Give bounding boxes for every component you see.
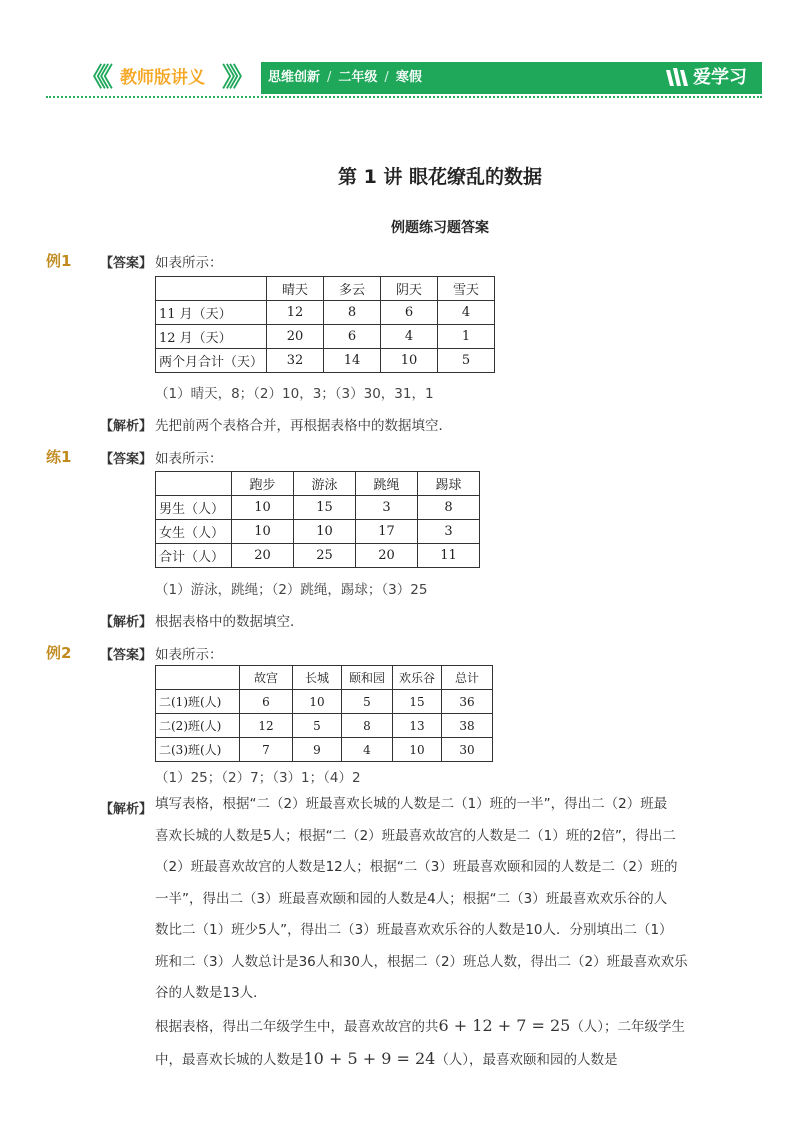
answer-intro: 如表所示： <box>155 647 223 663</box>
answer-tag: 【答案】 <box>100 256 153 271</box>
page-subtitle: 例题练习题答案 <box>391 220 489 236</box>
table-header-cell: 晴天 <box>267 277 324 301</box>
analysis-line: 一半”，得出二（3）班最喜欢颐和园的人数是4人；根据“二（3）班最喜欢欢乐谷的人 <box>155 890 668 907</box>
table-cell: 10 <box>381 349 438 373</box>
table-cell: 20 <box>232 544 294 568</box>
logo-text: 爱学习 <box>693 67 747 88</box>
table-cell: 10 <box>294 520 356 544</box>
analysis-line <box>155 1043 710 1077</box>
table-header-row <box>156 277 495 301</box>
table-cell: 8 <box>324 301 381 325</box>
table-header-cell: 阴天 <box>381 277 438 301</box>
table-cell: 30 <box>442 738 493 762</box>
analysis-text: （人）；二年级学生 <box>570 1018 686 1035</box>
table-row <box>156 544 480 568</box>
practice-1-label: 练1 <box>46 448 72 466</box>
table-cell: 6 <box>324 325 381 349</box>
table-row <box>156 520 480 544</box>
example-2-result: （1）25；（2）7；（3）1；（4）2 <box>155 770 361 786</box>
math-expression: 10 + 5 + 9 = 24 <box>303 1049 436 1068</box>
table-cell: 36 <box>442 690 493 714</box>
table-cell: 12 <box>240 714 293 738</box>
analysis-line: 数比二（1）班少5人”，得出二（3）班最喜欢欢乐谷的人数是10人．分别填出二（1） <box>155 922 673 938</box>
example-2-label: 例2 <box>46 644 72 662</box>
analysis-text: （人），最喜欢颐和园的人数是 <box>435 1052 618 1068</box>
table-cell: 8 <box>418 496 480 520</box>
table-cell: 20 <box>356 544 418 568</box>
table-cell: 4 <box>438 301 495 325</box>
table-cell: 15 <box>393 690 442 714</box>
analysis-line: 谷的人数是13人． <box>155 985 267 1001</box>
table-header-cell: 总计 <box>442 666 493 690</box>
table-row <box>156 738 493 762</box>
answer-intro: 如表所示： <box>155 255 223 271</box>
chevron-right-icon: 》》 <box>222 63 250 93</box>
analysis-text: 根据表格，得出二年级学生中，最喜欢故宫的共 <box>155 1018 439 1035</box>
table-cell: 8 <box>342 714 393 738</box>
example-1-analysis: 先把前两个表格合并，再根据表格中的数据填空． <box>155 418 452 434</box>
table-header-cell: 雪天 <box>438 277 495 301</box>
table-cell: 32 <box>267 349 324 373</box>
table-cell: 4 <box>342 738 393 762</box>
table-header-cell <box>156 277 267 301</box>
table-cell: 13 <box>393 714 442 738</box>
table-header-row <box>156 472 480 496</box>
answer-intro: 如表所示： <box>155 451 223 467</box>
page-title: 第 1 讲 眼花缭乱的数据 <box>337 166 543 188</box>
header-dotted-divider <box>46 96 762 98</box>
table-header-row <box>156 666 493 690</box>
table-row <box>156 496 480 520</box>
table-cell: 10 <box>232 520 294 544</box>
table-cell: 15 <box>294 496 356 520</box>
table-cell: 25 <box>294 544 356 568</box>
table-cell: 10 <box>232 496 294 520</box>
table-cell: 4 <box>381 325 438 349</box>
table-header-cell: 多云 <box>324 277 381 301</box>
table-row <box>156 349 495 373</box>
answer-tag: 【答案】 <box>100 648 153 663</box>
table-row-header: 二(1)班(人) <box>156 690 240 714</box>
table-cell: 3 <box>356 496 418 520</box>
table-row-header: 两个月合计（天） <box>156 349 267 373</box>
table-cell: 3 <box>418 520 480 544</box>
practice-1-analysis: 根据表格中的数据填空． <box>155 614 304 630</box>
table-cell: 5 <box>342 690 393 714</box>
analysis-tag: 【解析】 <box>100 615 153 630</box>
table-cell: 38 <box>442 714 493 738</box>
example-1-table <box>155 276 495 373</box>
logo-icon <box>664 66 690 90</box>
table-cell: 10 <box>293 690 342 714</box>
table-cell: 14 <box>324 349 381 373</box>
table-row-header: 男生（人） <box>156 496 232 520</box>
table-row-header: 合计（人） <box>156 544 232 568</box>
table-row <box>156 325 495 349</box>
table-cell: 17 <box>356 520 418 544</box>
answer-tag: 【答案】 <box>100 452 153 467</box>
table-cell: 5 <box>438 349 495 373</box>
example-1-result: （1）晴天，8；（2）10，3；（3）30，31，1 <box>155 386 434 402</box>
table-cell: 9 <box>293 738 342 762</box>
table-header-cell <box>156 472 232 496</box>
table-row-header: 二(2)班(人) <box>156 714 240 738</box>
table-header-cell: 长城 <box>293 666 342 690</box>
analysis-line: 填写表格，根据“二（2）班最喜欢长城的人数是二（1）班的一半”，得出二（2）班最 <box>155 796 668 812</box>
table-cell: 20 <box>267 325 324 349</box>
breadcrumb-item: 思维创新 <box>268 70 321 85</box>
table-cell: 6 <box>240 690 293 714</box>
table-row-header: 12 月（天） <box>156 325 267 349</box>
breadcrumb-item: 寒假 <box>395 70 422 85</box>
math-expression: 6 + 12 + 7 = 25 <box>438 1015 571 1035</box>
table-header-cell: 踢球 <box>418 472 480 496</box>
table-row <box>156 714 493 738</box>
brand-title: 教师版讲义 <box>120 68 205 88</box>
analysis-tag: 【解析】 <box>100 419 153 434</box>
table-header-cell: 跑步 <box>232 472 294 496</box>
table-header-cell: 颐和园 <box>342 666 393 690</box>
table-row <box>156 301 495 325</box>
table-row-header: 11 月（天） <box>156 301 267 325</box>
analysis-line <box>155 1010 710 1044</box>
table-row <box>156 690 493 714</box>
table-cell: 12 <box>267 301 324 325</box>
analysis-line: 喜欢长城的人数是5人；根据“二（2）班最喜欢故宫的人数是二（1）班的2倍”，得出二 <box>155 827 676 844</box>
table-cell: 6 <box>381 301 438 325</box>
table-cell: 10 <box>393 738 442 762</box>
analysis-line: （2）班最喜欢故宫的人数是12人；根据“二（3）班最喜欢颐和园的人数是二（2）班的 <box>155 859 678 875</box>
table-row-header: 二(3)班(人) <box>156 738 240 762</box>
table-cell: 1 <box>438 325 495 349</box>
table-cell: 11 <box>418 544 480 568</box>
example-2-table <box>155 665 493 762</box>
example-1-label: 例1 <box>46 252 72 270</box>
table-header-cell <box>156 666 240 690</box>
table-header-cell: 游泳 <box>294 472 356 496</box>
table-cell: 5 <box>293 714 342 738</box>
analysis-tag: 【解析】 <box>100 802 153 817</box>
analysis-text: 中，最喜欢长城的人数是 <box>155 1052 304 1068</box>
breadcrumb: 思维创新 / 二年级 / 寒假 <box>268 70 422 85</box>
chevron-left-icon: 《《 <box>80 63 108 93</box>
breadcrumb-item: 二年级 <box>338 70 378 85</box>
analysis-line: 班和二（3）人数总计是36人和30人，根据二（2）班总人数，得出二（2）班最喜欢欢乐 <box>155 953 688 970</box>
table-header-cell: 欢乐谷 <box>393 666 442 690</box>
table-row-header: 女生（人） <box>156 520 232 544</box>
table-cell: 7 <box>240 738 293 762</box>
example-2-analysis <box>155 789 710 1077</box>
table-header-cell: 故宫 <box>240 666 293 690</box>
table-header-cell: 跳绳 <box>356 472 418 496</box>
practice-1-result: （1）游泳，跳绳；（2）跳绳，踢球；（3）25 <box>155 582 428 598</box>
practice-1-table <box>155 471 480 568</box>
